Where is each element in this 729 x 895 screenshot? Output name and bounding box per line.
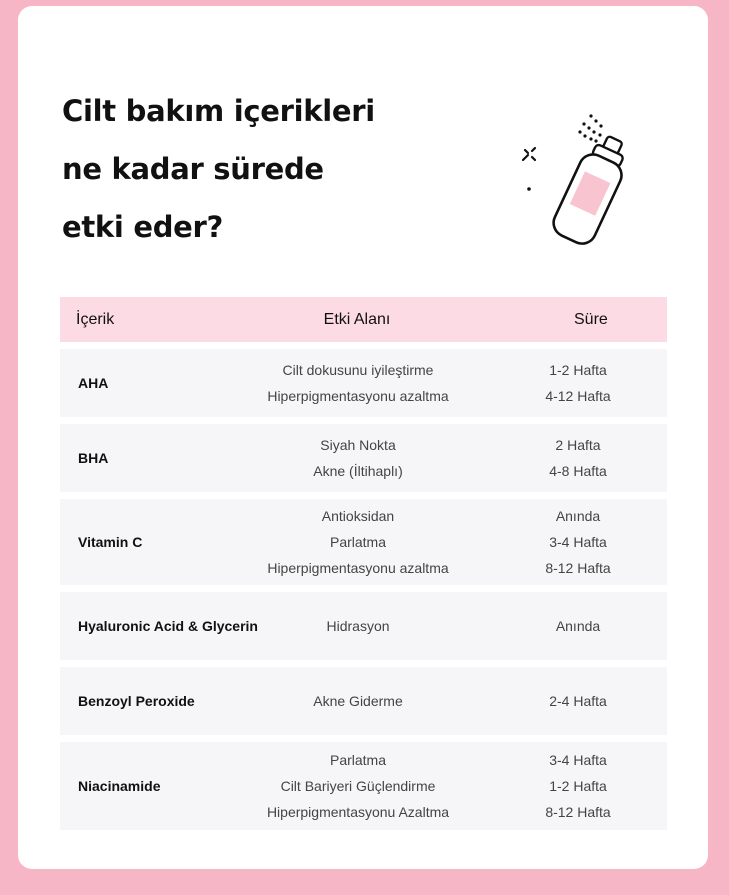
page-title — [62, 82, 375, 256]
duration: 1-2 Hafta — [549, 778, 607, 794]
info-card — [18, 6, 708, 869]
duration: 4-12 Hafta — [545, 388, 611, 404]
durations — [518, 742, 638, 830]
effect-area: Hiperpigmentasyonu azaltma — [267, 560, 449, 576]
title-line-1: Cilt bakım içerikleri — [62, 94, 375, 128]
duration: 8-12 Hafta — [545, 560, 611, 576]
effect-area: Cilt dokusunu iyileştirme — [282, 362, 434, 378]
durations — [518, 424, 638, 492]
ingredient-name: Vitamin C — [78, 534, 143, 550]
header-ingredient: İçerik — [76, 311, 115, 328]
header-duration: Süre — [574, 311, 608, 328]
duration: 3-4 Hafta — [549, 752, 607, 768]
durations — [518, 349, 638, 417]
ingredient-name: BHA — [78, 450, 109, 466]
effect-areas — [240, 742, 476, 830]
duration: 1-2 Hafta — [549, 362, 607, 378]
durations — [518, 499, 638, 585]
title-line-2: ne kadar sürede — [62, 152, 324, 186]
duration: Anında — [555, 508, 601, 524]
effect-area: Antioksidan — [321, 508, 395, 524]
header-area: Etki Alanı — [323, 311, 391, 328]
effect-area: Hidrasyon — [326, 618, 390, 634]
title-line-3: etki eder? — [62, 210, 224, 244]
spray-bottle-icon — [496, 104, 636, 254]
effect-area: Siyah Nokta — [320, 437, 396, 453]
effect-area: Parlatma — [329, 752, 387, 768]
duration: 4-8 Hafta — [549, 463, 607, 479]
durations — [518, 592, 638, 660]
effect-area: Akne (İltihaplı) — [313, 463, 403, 479]
table-header — [60, 297, 667, 342]
ingredient-name: Niacinamide — [78, 778, 161, 794]
effect-areas — [240, 499, 476, 585]
effect-areas — [240, 592, 476, 660]
effect-areas — [240, 424, 476, 492]
ingredient-name: AHA — [78, 375, 109, 391]
table-row — [60, 667, 667, 735]
duration: 2-4 Hafta — [549, 693, 607, 709]
table-row — [60, 499, 667, 585]
effect-area: Cilt Bariyeri Güçlendirme — [280, 778, 436, 794]
duration: 3-4 Hafta — [549, 534, 607, 550]
effect-area: Akne Giderme — [313, 693, 403, 709]
duration: 8-12 Hafta — [545, 804, 611, 820]
effect-area: Hiperpigmentasyonu Azaltma — [266, 804, 450, 820]
effect-area: Parlatma — [329, 534, 387, 550]
table-row — [60, 592, 667, 660]
duration: Anında — [555, 618, 601, 634]
table-row — [60, 742, 667, 830]
durations — [518, 667, 638, 735]
effect-areas — [240, 667, 476, 735]
ingredient-name: Hyaluronic Acid & Glycerin — [78, 618, 258, 634]
ingredient-name: Benzoyl Peroxide — [78, 693, 195, 709]
sparkle-icon — [523, 148, 535, 160]
effect-areas — [240, 349, 476, 417]
effect-area: Hiperpigmentasyonu azaltma — [267, 388, 449, 404]
table-row — [60, 349, 667, 417]
duration: 2 Hafta — [555, 437, 601, 453]
table-row — [60, 424, 667, 492]
